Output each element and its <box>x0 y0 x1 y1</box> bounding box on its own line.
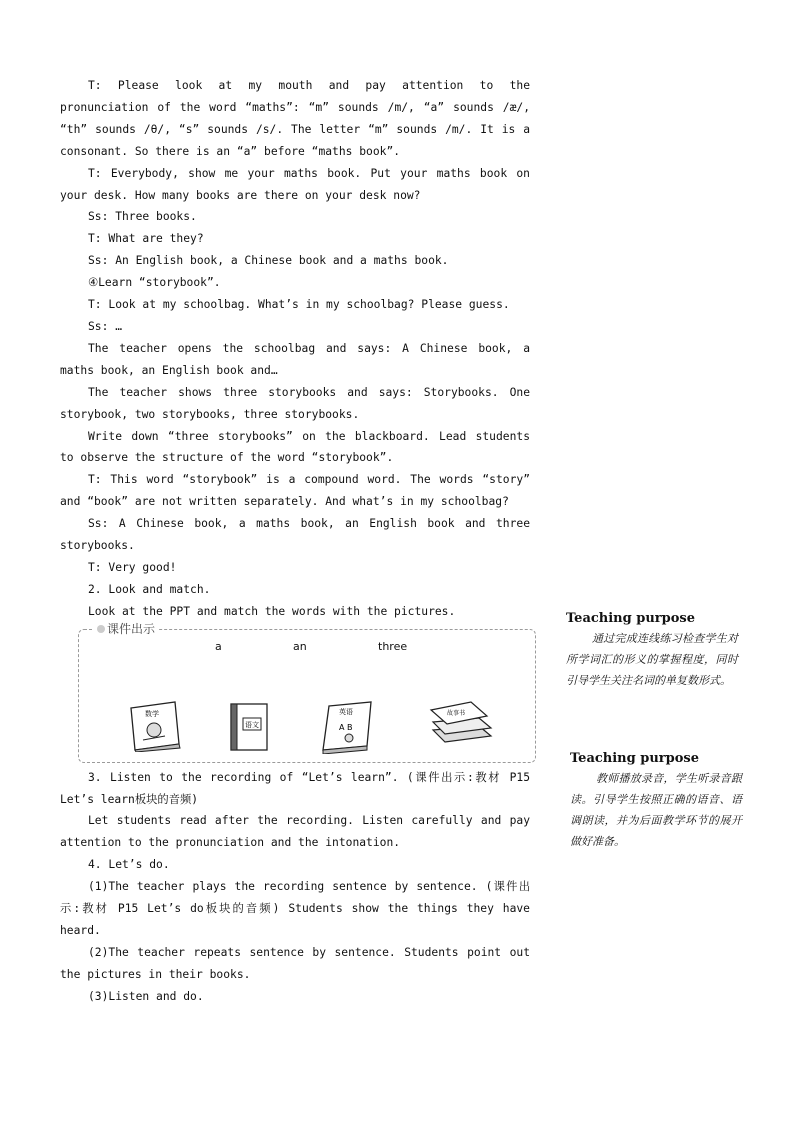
paragraph: Ss: A Chinese book, a maths book, an English book and three storybooks. <box>60 517 530 553</box>
svg-text:A B: A B <box>339 722 353 732</box>
ppt-display-box <box>78 621 536 763</box>
paragraph: Let students read after the recording. Listen carefully and pay attention to the pronunciation and the intonation. <box>60 814 530 850</box>
ppt-tag-label: 课件出示 <box>107 621 156 636</box>
book-label: 数学 <box>145 709 159 718</box>
paragraph: Ss: An English book, a Chinese book and a maths book. <box>88 254 449 268</box>
book-label: 英语 <box>339 707 353 716</box>
storybooks-icon[interactable] <box>429 700 495 746</box>
note-title: Teaching purpose <box>570 751 699 766</box>
paragraph: T: Very good! <box>88 560 177 574</box>
paragraph: The teacher shows three storybooks and says: Storybooks. One storybook, two storybooks, three storybooks. <box>60 385 530 421</box>
match-word[interactable]: three <box>378 639 408 653</box>
ppt-tag <box>93 621 159 637</box>
section-heading: 2. Look and match. <box>88 582 211 596</box>
note-text: 通过完成连线练习检查学生对所学词汇的形义的掌握程度，同时引导学生关注名词的单复数形式。 <box>566 632 738 687</box>
note-text: 教师播放录音，学生听录音跟读。引导学生按照正确的语音、语调朗读，并为后面教学环节的展开做好准备。 <box>570 772 742 848</box>
book-label: 语文 <box>245 720 259 729</box>
paragraph: T: Everybody, show me your maths book. Put your maths book on your desk. How many books are there on your desk now? <box>60 166 530 202</box>
paragraph: The teacher opens the schoolbag and says: A Chinese book, a maths book, an English book and… <box>60 341 530 377</box>
paragraph: Ss: Three books. <box>88 210 197 224</box>
section-heading: 4. Let’s do. <box>88 858 170 872</box>
paragraph: T: What are they? <box>88 232 204 246</box>
note-title: Teaching purpose <box>566 611 695 626</box>
match-word[interactable]: an <box>293 639 307 653</box>
english-book-icon[interactable] <box>319 700 377 754</box>
paragraph: T: Please look at my mouth and pay attention to the pronunciation of the word “maths”: “m” sounds /m/, “a” sounds /æ/, “th” sounds /θ/, “s” sounds /s/. The letter “m” sounds /m/. It is a consonant. So there is an “a” before “maths book”. <box>60 79 530 158</box>
paragraph: (1)The teacher plays the recording sentence by sentence. (课件出示:教材 P15 Let’s do板块的音频) Students show the things they have heard. <box>60 880 530 937</box>
match-word[interactable]: a <box>215 639 222 653</box>
teaching-purpose-note <box>566 610 738 691</box>
paragraph: T: This word “storybook” is a compound word. The words “story” and “book” are not written separately. And what’s in my schoolbag? <box>60 473 530 509</box>
teaching-purpose-note <box>570 750 742 852</box>
paragraph: Write down “three storybooks” on the blackboard. Lead students to observe the structure of the word “storybook”. <box>60 429 530 465</box>
section-heading: 3. Listen to the recording of “Let’s learn”. (课件出示:教材 P15 Let’s learn板块的音频) <box>60 770 530 806</box>
chinese-book-icon[interactable] <box>227 700 273 754</box>
lesson-body <box>60 75 530 1008</box>
book-label: 故事书 <box>447 709 466 717</box>
paragraph: Look at the PPT and match the words with the pictures. <box>88 604 456 618</box>
maths-book-icon[interactable] <box>127 700 183 752</box>
paragraph: (3)Listen and do. <box>88 989 204 1003</box>
paragraph: ④Learn “storybook”. <box>88 276 221 290</box>
paragraph: (2)The teacher repeats sentence by sentence. Students point out the pictures in their books. <box>60 945 530 981</box>
tag-dot-icon <box>97 625 105 633</box>
paragraph: Ss: … <box>88 319 123 333</box>
paragraph: T: Look at my schoolbag. What’s in my schoolbag? Please guess. <box>88 298 510 312</box>
